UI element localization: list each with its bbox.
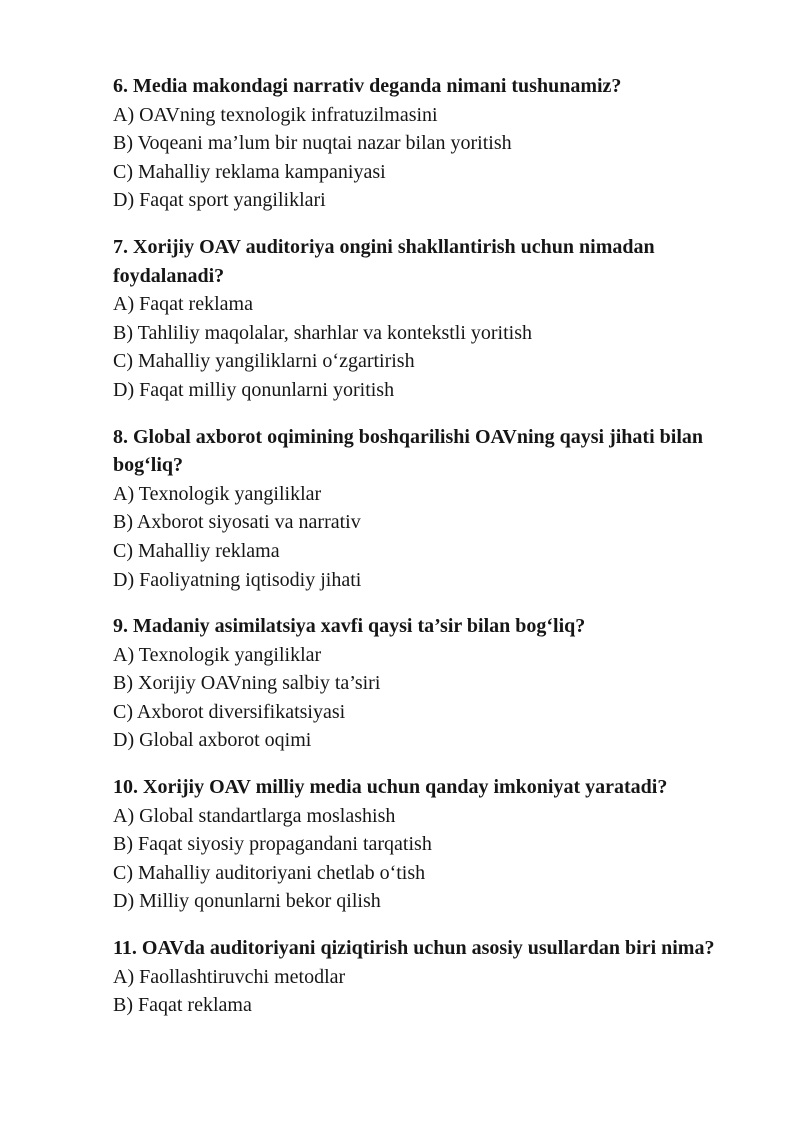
question-option: A) Texnologik yangiliklar xyxy=(113,643,322,666)
question-option: A) Faollashtiruvchi metodlar xyxy=(113,965,346,988)
question-option: C) Axborot diversifikatsiyasi xyxy=(113,700,346,723)
question-heading: 11. OAVda auditoriyani qiziqtirish uchun asosiy usullardan biri nima? xyxy=(113,937,715,960)
question-option: B) Faqat siyosiy propagandani tarqatish xyxy=(113,833,432,856)
question-option: D) Milliy qonunlarni bekor qilish xyxy=(113,890,381,913)
question-option: C) Mahalliy reklama xyxy=(113,539,280,562)
question-heading: 9. Madaniy asimilatsiya xavfi qaysi ta’sir bilan bog‘liq? xyxy=(113,615,586,638)
question-block-11 xyxy=(113,934,716,1020)
question-option: D) Faqat milliy qonunlarni yoritish xyxy=(113,378,395,401)
question-option: C) Mahalliy reklama kampaniyasi xyxy=(113,160,386,183)
question-heading: 7. Xorijiy OAV auditoriya ongini shakllantirish uchun nimadan foydalanadi? xyxy=(113,235,655,287)
question-heading: 10. Xorijiy OAV milliy media uchun qanday imkoniyat yaratadi? xyxy=(113,776,668,799)
question-block-8 xyxy=(113,423,716,595)
question-block-9 xyxy=(113,612,716,755)
question-option: B) Xorijiy OAVning salbiy ta’siri xyxy=(113,672,381,695)
question-heading: 6. Media makondagi narrativ deganda nimani tushunamiz? xyxy=(113,75,622,97)
question-option: A) Global standartlarga moslashish xyxy=(113,804,396,827)
question-option: B) Faqat reklama xyxy=(113,994,252,1017)
question-option: D) Faoliyatning iqtisodiy jihati xyxy=(113,568,362,591)
question-option: B) Tahliliy maqolalar, sharhlar va kontekstli yoritish xyxy=(113,321,533,344)
question-option: A) Texnologik yangiliklar xyxy=(113,482,322,505)
question-option: B) Axborot siyosati va narrativ xyxy=(113,511,361,534)
question-option: D) Faqat sport yangiliklari xyxy=(113,189,326,212)
question-option: C) Mahalliy auditoriyani chetlab o‘tish xyxy=(113,861,426,884)
question-option: A) Faqat reklama xyxy=(113,293,253,316)
question-option: D) Global axborot oqimi xyxy=(113,729,312,752)
question-block-6 xyxy=(113,72,716,215)
question-block-7 xyxy=(113,233,716,405)
question-heading: 8. Global axborot oqimining boshqarilishi OAVning qaysi jihati bilan bog‘liq? xyxy=(113,425,703,477)
question-option: C) Mahalliy yangiliklarni o‘zgartirish xyxy=(113,350,415,373)
question-block-10 xyxy=(113,773,716,916)
question-option: A) OAVning texnologik infratuzilmasini xyxy=(113,103,438,126)
question-option: B) Voqeani ma’lum bir nuqtai nazar bilan yoritish xyxy=(113,132,512,155)
